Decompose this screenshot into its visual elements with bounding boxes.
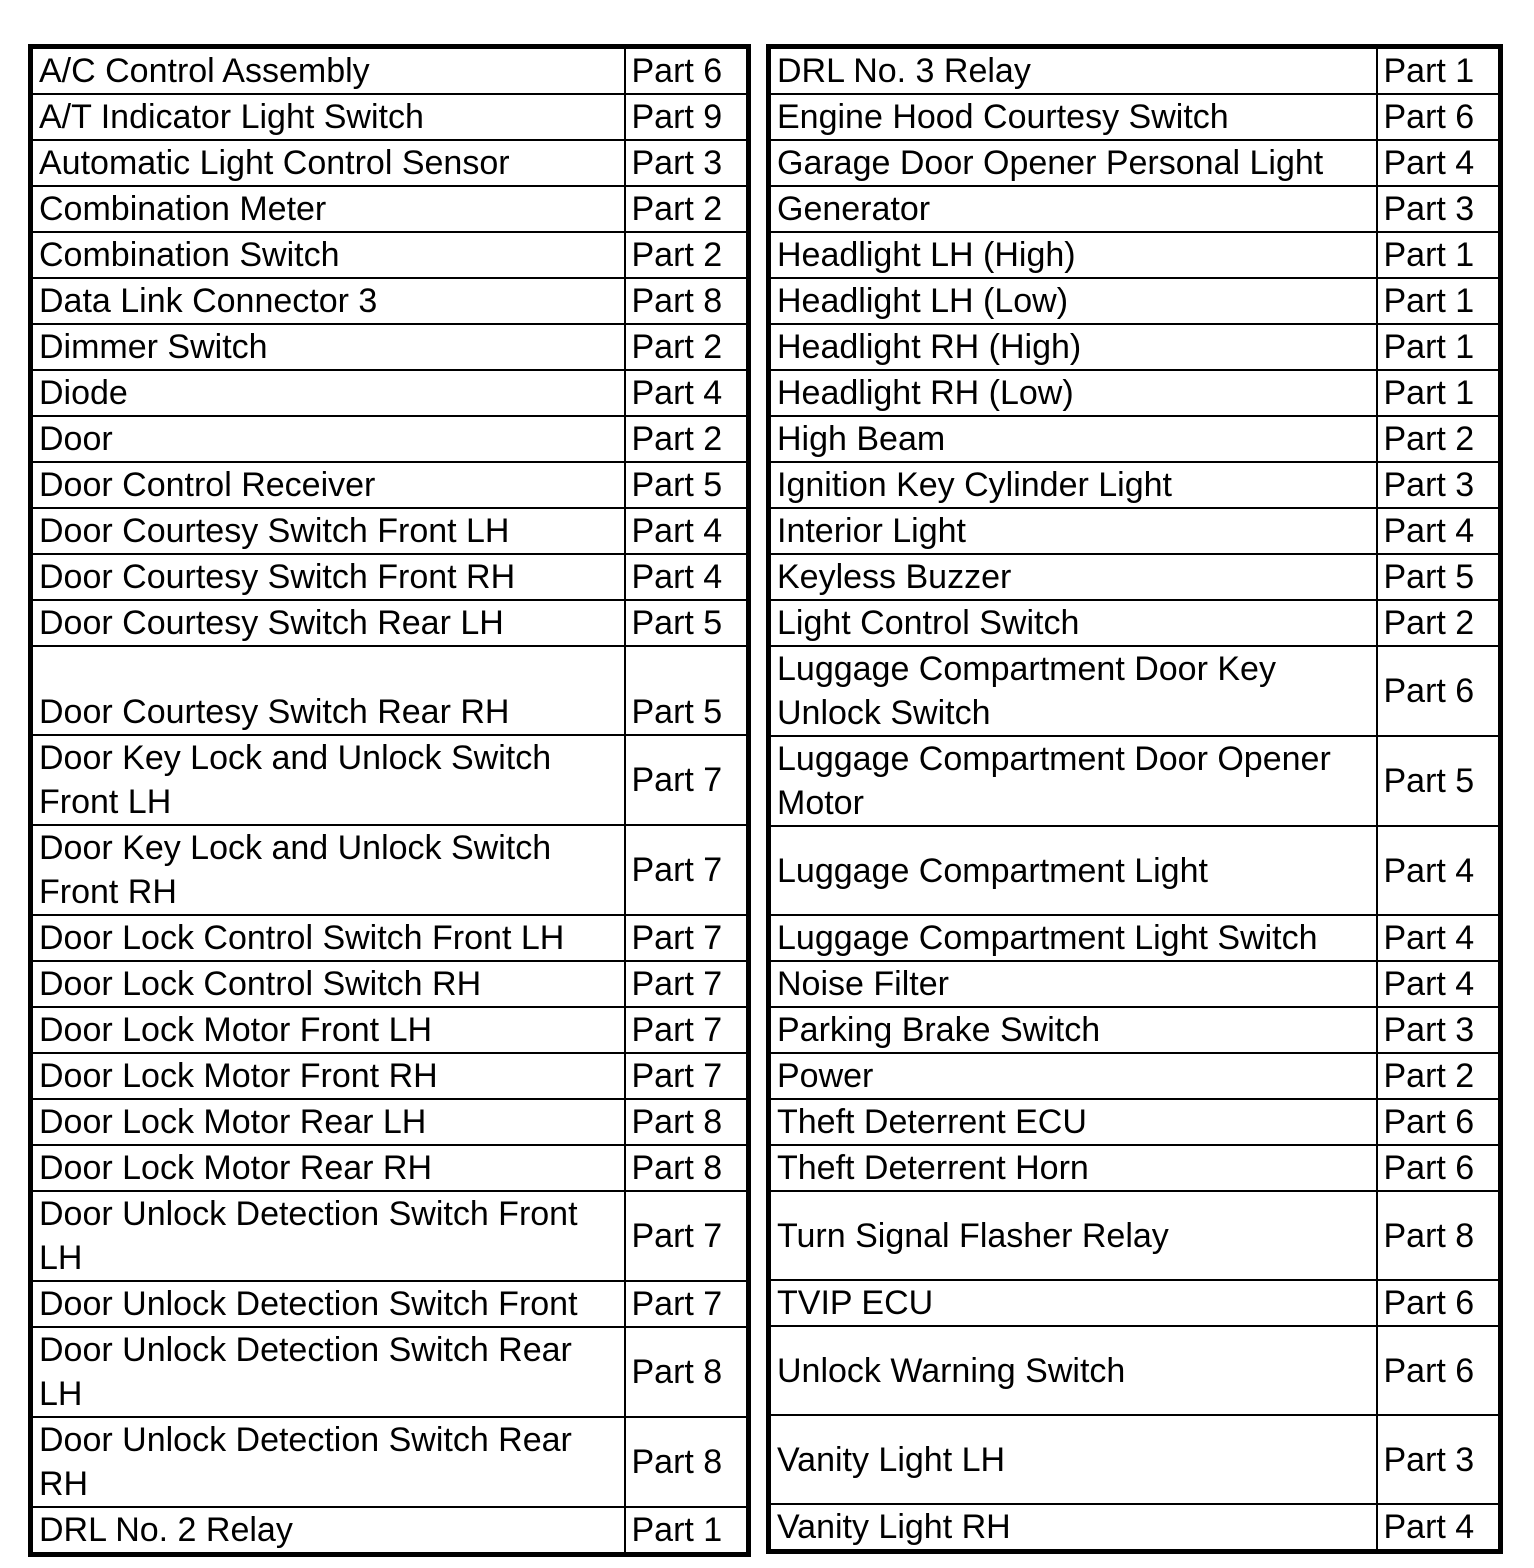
table-row: [769, 1326, 1501, 1415]
table-row: [31, 94, 749, 140]
component-name: A/C Control Assembly: [31, 47, 625, 95]
component-name: Door Key Lock and Unlock Switch Front LH: [31, 735, 625, 825]
part-number: Part 8: [625, 1417, 749, 1507]
table-row: [31, 232, 749, 278]
table-row: [31, 278, 749, 324]
table-row: [31, 186, 749, 232]
component-name: Generator: [769, 186, 1377, 232]
part-number: Part 4: [1377, 961, 1501, 1007]
table-row: [31, 735, 749, 825]
component-name: Door Unlock Detection Switch Front LH: [31, 1191, 625, 1281]
component-name: Engine Hood Courtesy Switch: [769, 94, 1377, 140]
component-name: Headlight RH (Low): [769, 370, 1377, 416]
table-row: [31, 961, 749, 1007]
part-number: Part 5: [625, 646, 749, 735]
part-number: Part 1: [1377, 324, 1501, 370]
component-name: Keyless Buzzer: [769, 554, 1377, 600]
table-row: [31, 1191, 749, 1281]
component-name: Vanity Light RH: [769, 1504, 1377, 1552]
component-name: Door Lock Motor Rear RH: [31, 1145, 625, 1191]
table-row: [769, 1280, 1501, 1326]
part-number: Part 4: [1377, 1504, 1501, 1552]
table-row: [31, 462, 749, 508]
component-name: DRL No. 2 Relay: [31, 1507, 625, 1555]
table-row: [769, 915, 1501, 961]
component-name: Luggage Compartment Door Key Unlock Switch: [769, 646, 1377, 736]
table-row: [769, 416, 1501, 462]
part-number: Part 7: [625, 1191, 749, 1281]
table-row: [769, 736, 1501, 826]
table-row: [31, 600, 749, 646]
table-row: [769, 1007, 1501, 1053]
table-row: [31, 416, 749, 462]
part-number: Part 8: [1377, 1191, 1501, 1280]
component-name: Door: [31, 416, 625, 462]
table-row: [31, 1507, 749, 1555]
table-row: [31, 1053, 749, 1099]
part-number: Part 7: [625, 1053, 749, 1099]
component-name: Automatic Light Control Sensor: [31, 140, 625, 186]
table-row: [31, 646, 749, 735]
part-number: Part 1: [1377, 232, 1501, 278]
table-row: [31, 1281, 749, 1327]
component-name: Combination Meter: [31, 186, 625, 232]
table-row: [31, 370, 749, 416]
part-number: Part 2: [625, 416, 749, 462]
table-row: [769, 47, 1501, 95]
part-number: Part 6: [1377, 94, 1501, 140]
part-number: Part 6: [1377, 1099, 1501, 1145]
part-number: Part 4: [625, 554, 749, 600]
part-number: Part 4: [1377, 826, 1501, 915]
table-row: [769, 1053, 1501, 1099]
table-row: [31, 47, 749, 95]
component-name: Vanity Light LH: [769, 1415, 1377, 1504]
component-name: Door Unlock Detection Switch Front: [31, 1281, 625, 1327]
table-row: [31, 508, 749, 554]
table-row: [769, 600, 1501, 646]
part-number: Part 7: [625, 1007, 749, 1053]
component-name: Turn Signal Flasher Relay: [769, 1191, 1377, 1280]
component-name: Headlight LH (Low): [769, 278, 1377, 324]
component-name: Headlight LH (High): [769, 232, 1377, 278]
component-name: Luggage Compartment Light Switch: [769, 915, 1377, 961]
part-number: Part 2: [1377, 600, 1501, 646]
part-number: Part 3: [1377, 462, 1501, 508]
part-number: Part 6: [1377, 1145, 1501, 1191]
table-row: [769, 1099, 1501, 1145]
table-row: [769, 1415, 1501, 1504]
part-number: Part 8: [625, 1099, 749, 1145]
component-name: Door Courtesy Switch Rear LH: [31, 600, 625, 646]
part-number: Part 2: [1377, 1053, 1501, 1099]
part-number: Part 8: [625, 1327, 749, 1417]
part-number: Part 1: [1377, 278, 1501, 324]
component-name: Luggage Compartment Light: [769, 826, 1377, 915]
part-number: Part 2: [625, 324, 749, 370]
part-number: Part 8: [625, 278, 749, 324]
part-number: Part 7: [625, 825, 749, 915]
part-number: Part 7: [625, 735, 749, 825]
part-number: Part 4: [1377, 140, 1501, 186]
part-number: Part 7: [625, 915, 749, 961]
table-row: [769, 94, 1501, 140]
component-name: Unlock Warning Switch: [769, 1326, 1377, 1415]
part-number: Part 5: [1377, 736, 1501, 826]
component-name: Door Key Lock and Unlock Switch Front RH: [31, 825, 625, 915]
part-number: Part 3: [1377, 1415, 1501, 1504]
part-number: Part 7: [625, 961, 749, 1007]
table-row: [769, 186, 1501, 232]
part-number: Part 2: [625, 232, 749, 278]
table-row: [769, 278, 1501, 324]
component-name: Door Lock Motor Front RH: [31, 1053, 625, 1099]
part-number: Part 8: [625, 1145, 749, 1191]
part-number: Part 4: [625, 370, 749, 416]
table-row: [31, 1327, 749, 1417]
table-row: [31, 1007, 749, 1053]
table-row: [769, 508, 1501, 554]
part-number: Part 5: [625, 600, 749, 646]
part-number: Part 1: [1377, 370, 1501, 416]
component-index-table-right: [766, 44, 1503, 1554]
table-row: [31, 915, 749, 961]
component-name: Door Lock Control Switch Front LH: [31, 915, 625, 961]
part-number: Part 4: [1377, 915, 1501, 961]
component-name: Door Courtesy Switch Front LH: [31, 508, 625, 554]
table-row: [31, 140, 749, 186]
component-name: High Beam: [769, 416, 1377, 462]
table-row: [31, 1099, 749, 1145]
component-name: DRL No. 3 Relay: [769, 47, 1377, 95]
table-row: [31, 324, 749, 370]
part-number: Part 6: [1377, 646, 1501, 736]
component-name: Garage Door Opener Personal Light: [769, 140, 1377, 186]
component-name: Ignition Key Cylinder Light: [769, 462, 1377, 508]
table-row: [769, 462, 1501, 508]
component-name: Parking Brake Switch: [769, 1007, 1377, 1053]
component-name: Diode: [31, 370, 625, 416]
component-name: Noise Filter: [769, 961, 1377, 1007]
component-name: Combination Switch: [31, 232, 625, 278]
component-name: Interior Light: [769, 508, 1377, 554]
component-name: TVIP ECU: [769, 1280, 1377, 1326]
component-name: Headlight RH (High): [769, 324, 1377, 370]
component-name: Door Lock Motor Rear LH: [31, 1099, 625, 1145]
component-name: Theft Deterrent Horn: [769, 1145, 1377, 1191]
component-name: Door Courtesy Switch Front RH: [31, 554, 625, 600]
part-number: Part 3: [1377, 1007, 1501, 1053]
table-row: [769, 1504, 1501, 1552]
component-name: Luggage Compartment Door Opener Motor: [769, 736, 1377, 826]
part-number: Part 2: [1377, 416, 1501, 462]
table-row: [31, 1417, 749, 1507]
table-row: [769, 324, 1501, 370]
component-name: Door Unlock Detection Switch Rear RH: [31, 1417, 625, 1507]
part-number: Part 1: [625, 1507, 749, 1555]
part-number: Part 6: [1377, 1326, 1501, 1415]
table-row: [769, 826, 1501, 915]
component-name: A/T Indicator Light Switch: [31, 94, 625, 140]
part-number: Part 4: [1377, 508, 1501, 554]
part-number: Part 3: [625, 140, 749, 186]
table-row: [769, 961, 1501, 1007]
component-name: Door Unlock Detection Switch Rear LH: [31, 1327, 625, 1417]
table-row: [769, 554, 1501, 600]
table-row: [769, 1191, 1501, 1280]
table-row: [31, 825, 749, 915]
component-name: Light Control Switch: [769, 600, 1377, 646]
table-row: [769, 1145, 1501, 1191]
table-row: [769, 370, 1501, 416]
component-name: Door Lock Control Switch RH: [31, 961, 625, 1007]
component-name: Power: [769, 1053, 1377, 1099]
table-row: [31, 1145, 749, 1191]
table-row: [769, 232, 1501, 278]
part-number: Part 6: [1377, 1280, 1501, 1326]
part-number: Part 4: [625, 508, 749, 554]
part-number: Part 9: [625, 94, 749, 140]
table-row: [769, 140, 1501, 186]
part-number: Part 2: [625, 186, 749, 232]
part-number: Part 7: [625, 1281, 749, 1327]
component-name: Theft Deterrent ECU: [769, 1099, 1377, 1145]
component-name: Door Lock Motor Front LH: [31, 1007, 625, 1053]
component-name: Dimmer Switch: [31, 324, 625, 370]
part-number: Part 5: [625, 462, 749, 508]
part-number: Part 3: [1377, 186, 1501, 232]
part-number: Part 6: [625, 47, 749, 95]
component-name: Door Control Receiver: [31, 462, 625, 508]
part-number: Part 1: [1377, 47, 1501, 95]
table-row: [31, 554, 749, 600]
component-name: Door Courtesy Switch Rear RH: [31, 646, 625, 735]
component-name: Data Link Connector 3: [31, 278, 625, 324]
part-number: Part 5: [1377, 554, 1501, 600]
table-row: [769, 646, 1501, 736]
component-index-table-left: [28, 44, 751, 1557]
